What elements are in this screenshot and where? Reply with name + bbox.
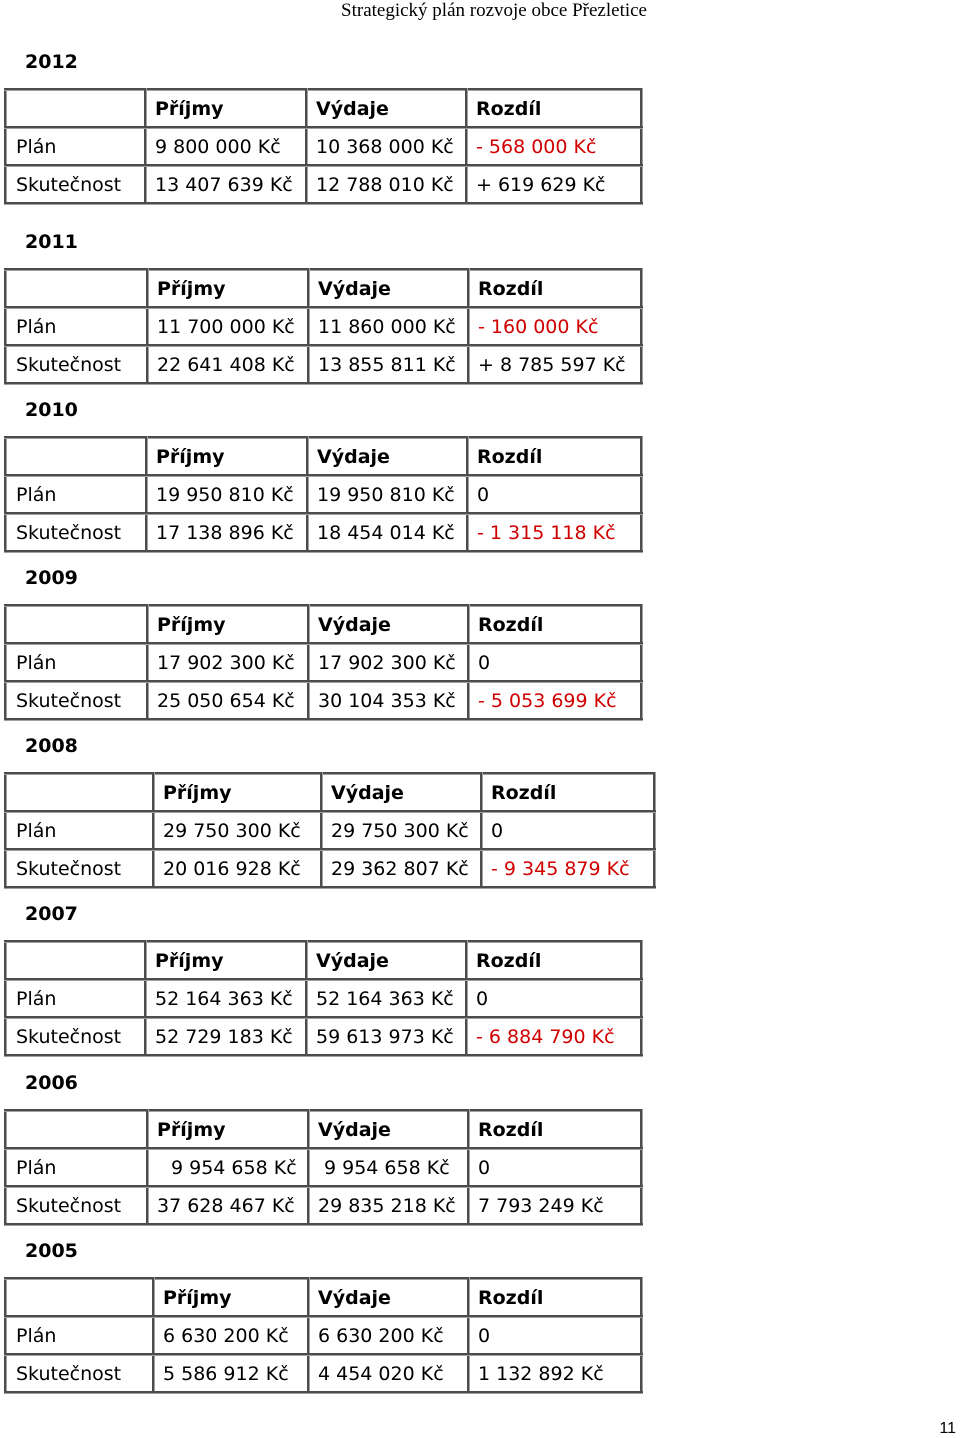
header-rozdil: Rozdíl [469, 1111, 642, 1149]
cell-skutecnost-rozdil: + 619 629 Kč [467, 166, 642, 204]
cell-skutecnost-prijmy: 52 729 183 Kč [146, 1018, 307, 1056]
cell-skutecnost-rozdil: - 5 053 699 Kč [469, 682, 642, 720]
cell-plan-rozdil: 0 [468, 476, 642, 514]
header-prijmy: Příjmy [148, 606, 309, 644]
row-label-skutecnost: Skutečnost [6, 1187, 148, 1225]
cell-skutecnost-vydaje: 4 454 020 Kč [309, 1355, 469, 1393]
cell-skutecnost-prijmy: 17 138 896 Kč [147, 514, 308, 552]
header-vydaje: Výdaje [309, 1111, 469, 1149]
cell-plan-prijmy: 19 950 810 Kč [147, 476, 308, 514]
finance-table-2008 [4, 772, 656, 889]
table-row-plan [6, 644, 642, 682]
finance-table-2011 [4, 268, 643, 385]
header-empty-cell [6, 606, 148, 644]
finance-table-2010 [4, 436, 643, 553]
header-rozdil: Rozdíl [467, 942, 642, 980]
table-header-row [6, 942, 642, 980]
header-empty-cell [6, 1111, 148, 1149]
cell-skutecnost-vydaje: 29 362 807 Kč [322, 850, 482, 888]
table-row-plan [6, 128, 642, 166]
finance-table-2006 [4, 1109, 643, 1226]
header-rozdil: Rozdíl [468, 438, 642, 476]
cell-skutecnost-rozdil: - 6 884 790 Kč [467, 1018, 642, 1056]
cell-plan-vydaje: 10 368 000 Kč [307, 128, 467, 166]
row-label-plan: Plán [6, 1149, 148, 1187]
document-header-title: Strategický plán rozvoje obce Přezletice [341, 0, 647, 21]
table-header-row [6, 90, 642, 128]
table-row-plan [6, 1317, 642, 1355]
cell-plan-vydaje: 29 750 300 Kč [322, 812, 482, 850]
cell-plan-vydaje: 6 630 200 Kč [309, 1317, 469, 1355]
table-row-skutecnost [6, 1018, 642, 1056]
cell-skutecnost-prijmy: 22 641 408 Kč [148, 346, 309, 384]
cell-plan-rozdil: 0 [482, 812, 655, 850]
header-prijmy: Příjmy [148, 270, 309, 308]
row-label-skutecnost: Skutečnost [6, 1018, 146, 1056]
header-vydaje: Výdaje [307, 90, 467, 128]
table-header-row [6, 774, 655, 812]
table-row-plan [6, 476, 642, 514]
table-row-skutecnost [6, 1355, 642, 1393]
cell-plan-rozdil: 0 [469, 1149, 642, 1187]
header-vydaje: Výdaje [308, 438, 468, 476]
cell-skutecnost-prijmy: 5 586 912 Kč [154, 1355, 309, 1393]
header-prijmy: Příjmy [146, 90, 307, 128]
cell-plan-rozdil: 0 [469, 644, 642, 682]
year-heading-2012: 2012 [25, 51, 78, 73]
table-row-plan [6, 980, 642, 1018]
header-vydaje: Výdaje [309, 606, 469, 644]
table-header-row [6, 606, 642, 644]
row-label-plan: Plán [6, 980, 146, 1018]
cell-skutecnost-prijmy: 20 016 928 Kč [154, 850, 322, 888]
cell-skutecnost-vydaje: 13 855 811 Kč [309, 346, 469, 384]
header-empty-cell [6, 942, 146, 980]
cell-plan-vydaje: 17 902 300 Kč [309, 644, 469, 682]
finance-table-2007 [4, 940, 643, 1057]
cell-skutecnost-rozdil: 7 793 249 Kč [469, 1187, 642, 1225]
table-header-row [6, 270, 642, 308]
table-row-plan [6, 308, 642, 346]
year-heading-2011: 2011 [25, 231, 78, 253]
cell-plan-vydaje: 52 164 363 Kč [307, 980, 467, 1018]
finance-table-2009 [4, 604, 643, 721]
header-empty-cell [6, 438, 147, 476]
year-heading-2009: 2009 [25, 567, 78, 589]
year-heading-2007: 2007 [25, 903, 78, 925]
header-vydaje: Výdaje [307, 942, 467, 980]
cell-plan-prijmy: 9 954 658 Kč [148, 1149, 309, 1187]
year-heading-2006: 2006 [25, 1072, 78, 1094]
cell-skutecnost-vydaje: 18 454 014 Kč [308, 514, 468, 552]
cell-skutecnost-vydaje: 59 613 973 Kč [307, 1018, 467, 1056]
table-row-skutecnost [6, 850, 655, 888]
table-row-plan [6, 812, 655, 850]
header-prijmy: Příjmy [146, 942, 307, 980]
table-row-skutecnost [6, 346, 642, 384]
cell-plan-prijmy: 17 902 300 Kč [148, 644, 309, 682]
table-header-row [6, 438, 642, 476]
year-heading-2005: 2005 [25, 1240, 78, 1262]
table-row-skutecnost [6, 682, 642, 720]
header-rozdil: Rozdíl [469, 606, 642, 644]
cell-skutecnost-rozdil: - 1 315 118 Kč [468, 514, 642, 552]
row-label-plan: Plán [6, 476, 147, 514]
cell-plan-prijmy: 6 630 200 Kč [154, 1317, 309, 1355]
header-rozdil: Rozdíl [469, 1279, 642, 1317]
cell-skutecnost-prijmy: 37 628 467 Kč [148, 1187, 309, 1225]
cell-plan-vydaje: 11 860 000 Kč [309, 308, 469, 346]
row-label-plan: Plán [6, 644, 148, 682]
table-row-skutecnost [6, 514, 642, 552]
header-vydaje: Výdaje [309, 270, 469, 308]
header-empty-cell [6, 1279, 154, 1317]
cell-plan-vydaje: 9 954 658 Kč [309, 1149, 469, 1187]
cell-skutecnost-prijmy: 25 050 654 Kč [148, 682, 309, 720]
row-label-plan: Plán [6, 812, 154, 850]
cell-skutecnost-rozdil: - 9 345 879 Kč [482, 850, 655, 888]
cell-plan-rozdil: 0 [469, 1317, 642, 1355]
header-prijmy: Příjmy [154, 774, 322, 812]
header-rozdil: Rozdíl [482, 774, 655, 812]
header-vydaje: Výdaje [322, 774, 482, 812]
row-label-plan: Plán [6, 1317, 154, 1355]
cell-plan-prijmy: 11 700 000 Kč [148, 308, 309, 346]
row-label-skutecnost: Skutečnost [6, 1355, 154, 1393]
header-prijmy: Příjmy [147, 438, 308, 476]
header-empty-cell [6, 270, 148, 308]
header-prijmy: Příjmy [154, 1279, 309, 1317]
cell-plan-rozdil: - 160 000 Kč [469, 308, 642, 346]
cell-skutecnost-vydaje: 30 104 353 Kč [309, 682, 469, 720]
table-header-row [6, 1279, 642, 1317]
cell-plan-vydaje: 19 950 810 Kč [308, 476, 468, 514]
cell-plan-rozdil: - 568 000 Kč [467, 128, 642, 166]
finance-table-2012 [4, 88, 643, 205]
year-heading-2008: 2008 [25, 735, 78, 757]
header-empty-cell [6, 90, 146, 128]
table-row-skutecnost [6, 1187, 642, 1225]
cell-skutecnost-rozdil: + 8 785 597 Kč [469, 346, 642, 384]
header-prijmy: Příjmy [148, 1111, 309, 1149]
cell-plan-prijmy: 9 800 000 Kč [146, 128, 307, 166]
header-vydaje: Výdaje [309, 1279, 469, 1317]
row-label-skutecnost: Skutečnost [6, 166, 146, 204]
table-header-row [6, 1111, 642, 1149]
page-number: 11 [939, 1420, 956, 1437]
cell-skutecnost-vydaje: 29 835 218 Kč [309, 1187, 469, 1225]
row-label-skutecnost: Skutečnost [6, 514, 147, 552]
row-label-skutecnost: Skutečnost [6, 850, 154, 888]
cell-skutecnost-prijmy: 13 407 639 Kč [146, 166, 307, 204]
row-label-skutecnost: Skutečnost [6, 346, 148, 384]
cell-plan-prijmy: 29 750 300 Kč [154, 812, 322, 850]
cell-plan-rozdil: 0 [467, 980, 642, 1018]
row-label-plan: Plán [6, 308, 148, 346]
header-rozdil: Rozdíl [469, 270, 642, 308]
header-rozdil: Rozdíl [467, 90, 642, 128]
row-label-skutecnost: Skutečnost [6, 682, 148, 720]
cell-skutecnost-rozdil: 1 132 892 Kč [469, 1355, 642, 1393]
finance-table-2005 [4, 1277, 643, 1394]
table-row-plan [6, 1149, 642, 1187]
header-empty-cell [6, 774, 154, 812]
table-row-skutecnost [6, 166, 642, 204]
cell-plan-prijmy: 52 164 363 Kč [146, 980, 307, 1018]
cell-skutecnost-vydaje: 12 788 010 Kč [307, 166, 467, 204]
year-heading-2010: 2010 [25, 399, 78, 421]
row-label-plan: Plán [6, 128, 146, 166]
